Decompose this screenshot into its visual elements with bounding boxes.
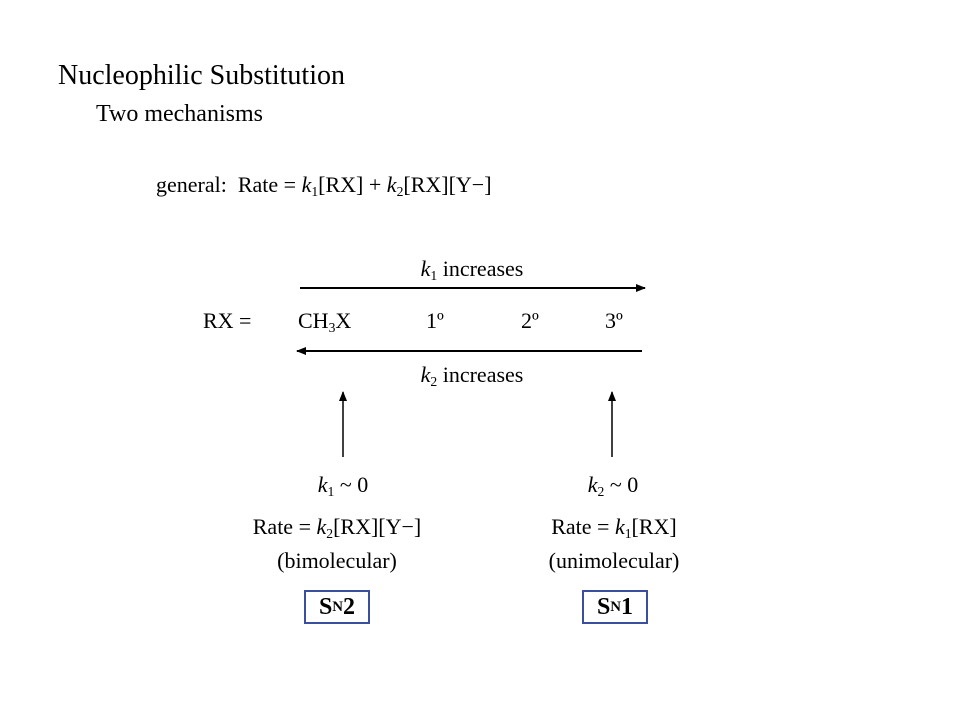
k1-increases-text: increases bbox=[437, 256, 524, 281]
tertiary-halide: 3º bbox=[605, 308, 623, 333]
general-k2-sub: 2 bbox=[396, 183, 404, 199]
left-rate-sub: 2 bbox=[326, 525, 334, 541]
sn1-box: S N 1 bbox=[582, 590, 648, 624]
k1-increases-sub: 1 bbox=[430, 267, 438, 283]
general-k2: k bbox=[386, 172, 397, 197]
left-rate-law bbox=[252, 514, 422, 541]
methyl-ch: CH bbox=[298, 308, 329, 333]
primary-halide: 1º bbox=[426, 308, 444, 333]
right-rate-k: k bbox=[614, 514, 625, 539]
left-k1-approx-zero bbox=[317, 472, 369, 499]
k1-increases-k: k bbox=[420, 256, 431, 281]
left-rate-k: k bbox=[316, 514, 327, 539]
right-k-sub: 2 bbox=[597, 483, 605, 499]
general-term1: [RX] + bbox=[318, 172, 382, 197]
methyl-sub: 3 bbox=[328, 319, 336, 335]
slide-title: Nucleophilic Substitution bbox=[58, 60, 345, 91]
secondary-halide: 2º bbox=[521, 308, 539, 333]
right-rate-b: [RX] bbox=[631, 514, 677, 539]
right-molecularity: (unimolecular) bbox=[548, 548, 680, 573]
rx-series-label: RX = bbox=[203, 308, 252, 333]
left-approx: ~ 0 bbox=[334, 472, 369, 497]
general-k1-sub: 1 bbox=[311, 183, 319, 199]
general-k1: k bbox=[301, 172, 312, 197]
slide-subtitle: Two mechanisms bbox=[96, 101, 263, 127]
left-k-sub: 1 bbox=[327, 483, 335, 499]
general-rate-label: Rate = bbox=[237, 172, 297, 197]
sn1-s: S bbox=[596, 593, 611, 620]
right-rate-a: Rate = bbox=[551, 514, 615, 539]
right-rate-sub: 1 bbox=[624, 525, 632, 541]
sn2-box: S N 2 bbox=[304, 590, 370, 624]
left-rate-a: Rate = bbox=[252, 514, 317, 539]
right-k: k bbox=[587, 472, 598, 497]
k2-increases-text: increases bbox=[437, 362, 524, 387]
sn2-n: 2 bbox=[343, 593, 356, 620]
sn1-n: 1 bbox=[621, 593, 634, 620]
general-label: general: bbox=[156, 172, 227, 197]
left-rate-b: [RX][Y−] bbox=[333, 514, 422, 539]
methyl-x: X bbox=[335, 308, 352, 333]
k2-increases-sub: 2 bbox=[430, 373, 438, 389]
right-k2-approx-zero bbox=[587, 472, 639, 499]
general-term2: [RX][Y−] bbox=[403, 172, 492, 197]
right-approx: ~ 0 bbox=[604, 472, 639, 497]
sn2-s: S bbox=[318, 593, 333, 620]
k2-increases-k: k bbox=[420, 362, 431, 387]
left-molecularity: (bimolecular) bbox=[277, 548, 397, 573]
right-rate-law bbox=[551, 514, 677, 541]
left-k: k bbox=[317, 472, 328, 497]
